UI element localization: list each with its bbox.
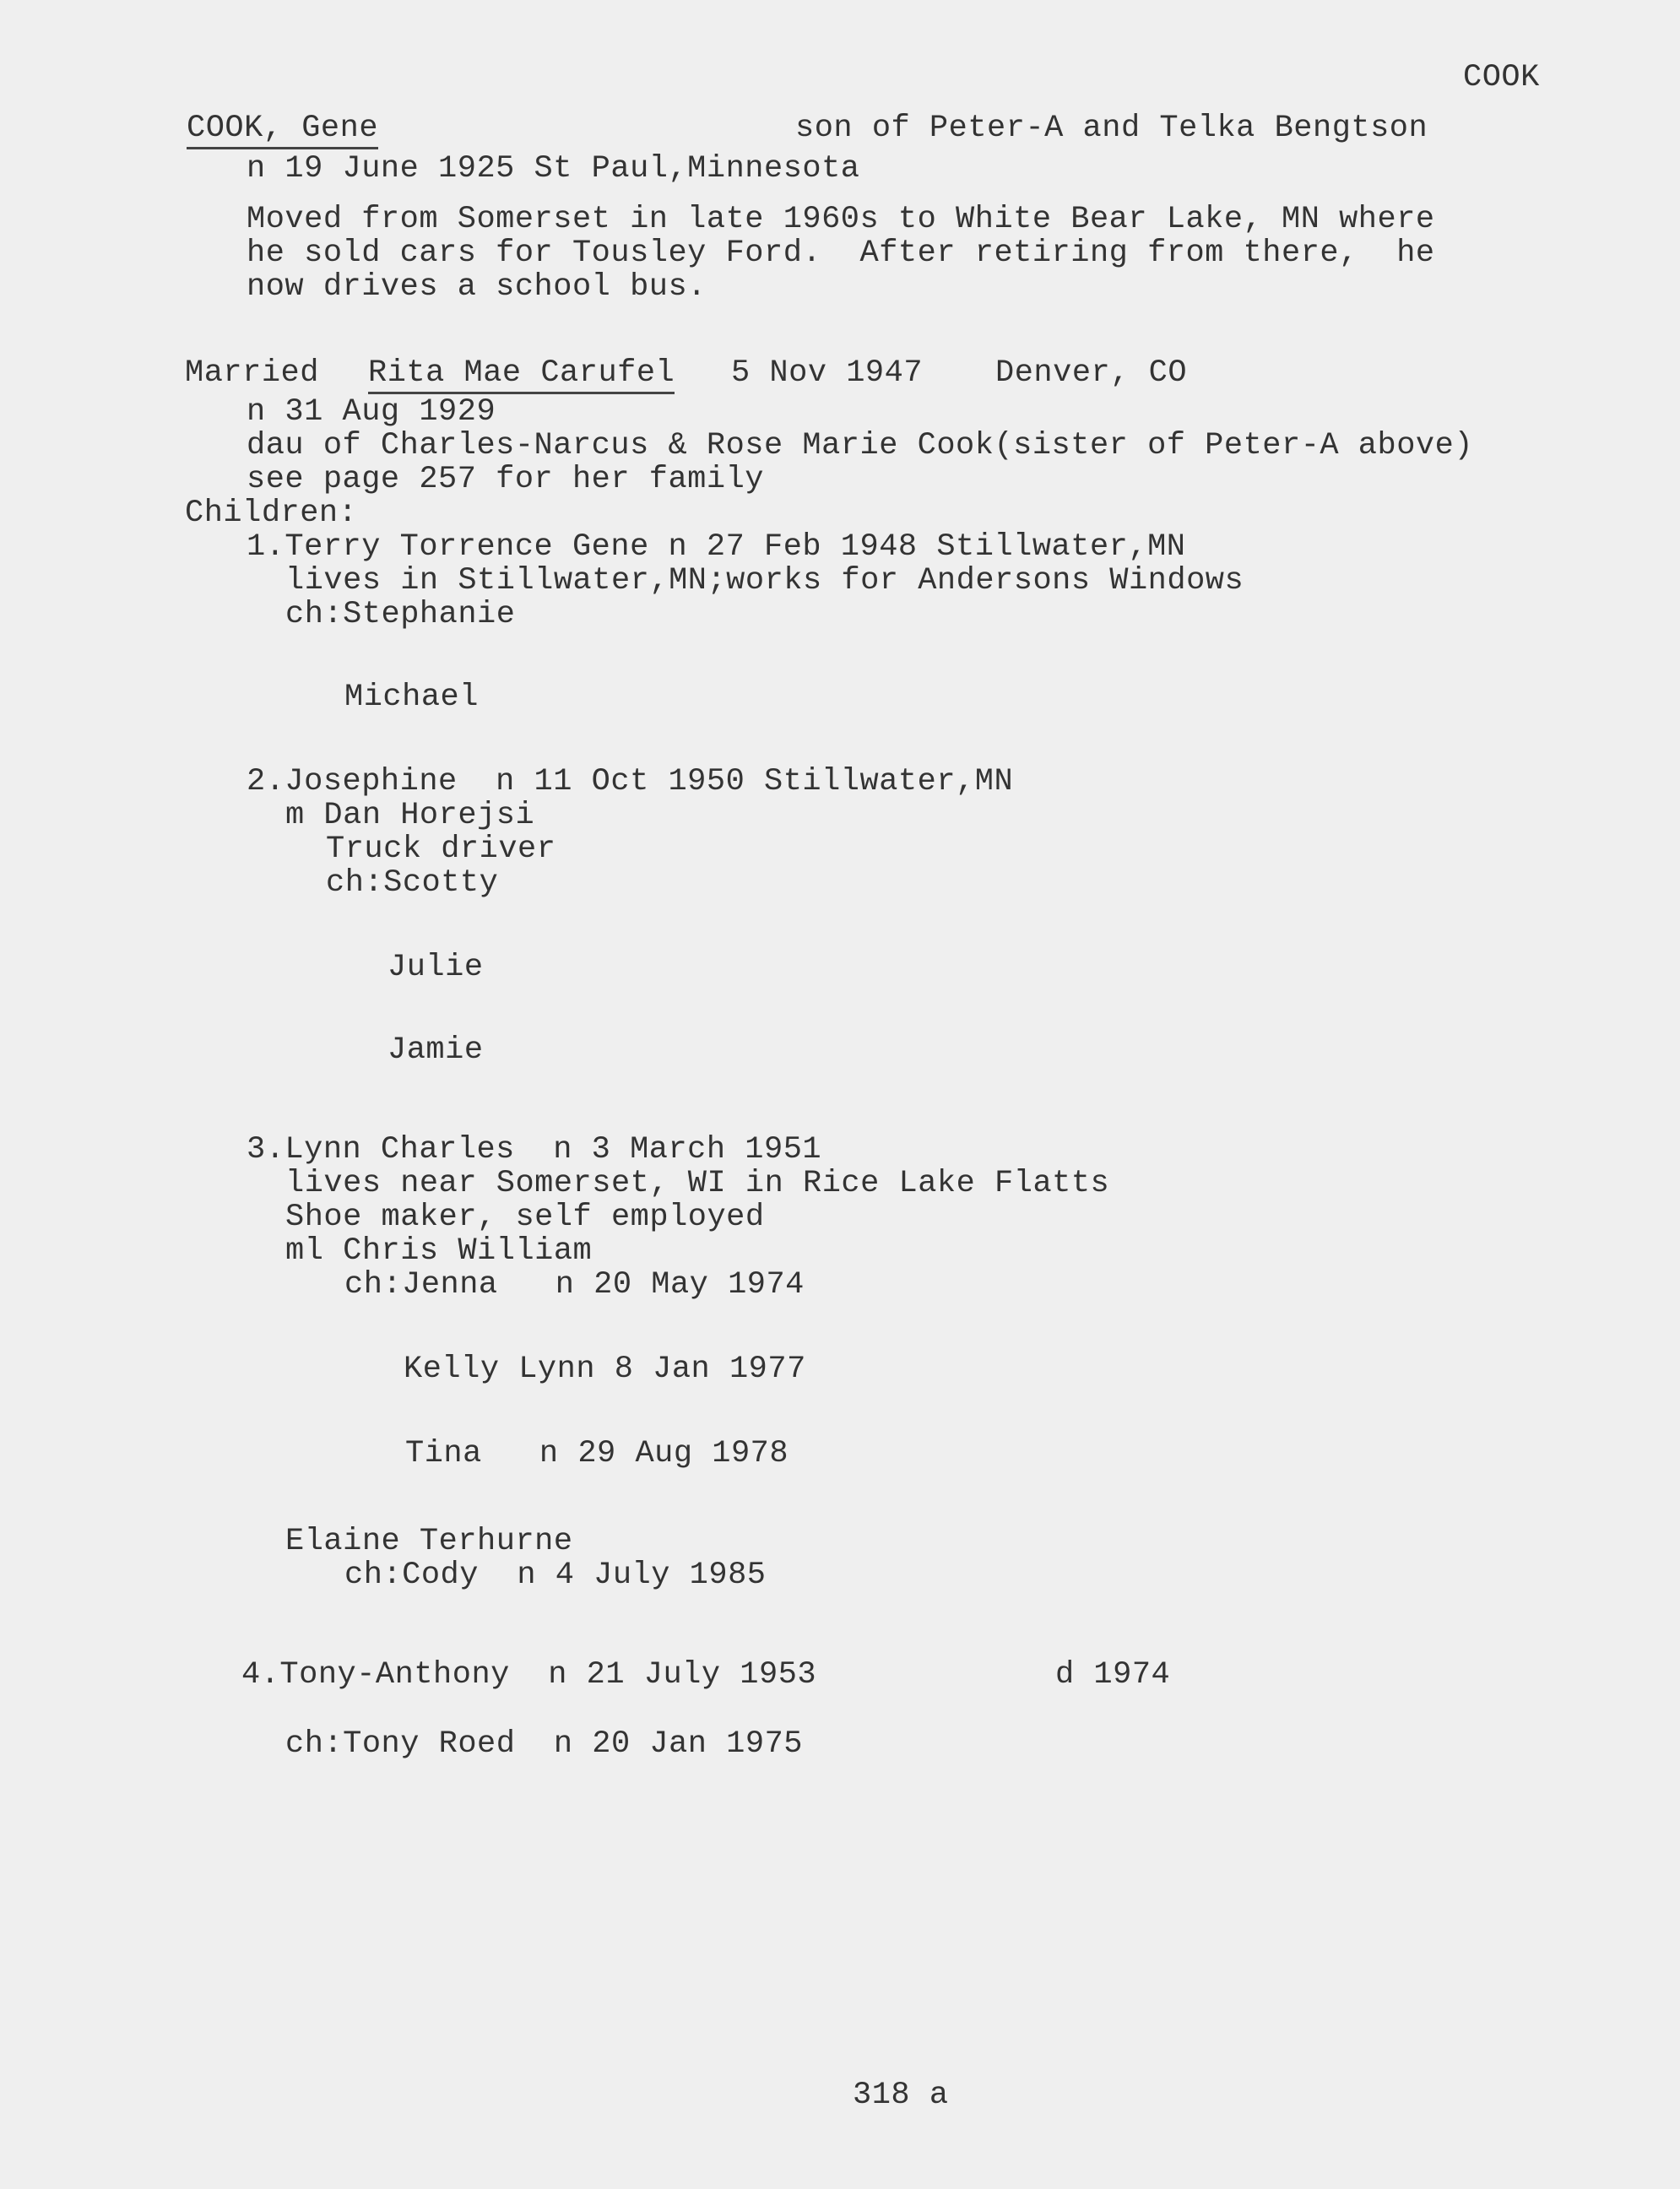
child-3-grandchild-2: Kelly Lynn 8 Jan 1977 bbox=[404, 1352, 806, 1387]
child-2-entry: 2.Josephine n 11 Oct 1950 Stillwater,MN bbox=[247, 764, 1014, 799]
child-2-grandchild-3: Jamie bbox=[387, 1032, 484, 1068]
spouse-parents: dau of Charles-Narcus & Rose Marie Cook(sister of Peter-A above) bbox=[247, 428, 1474, 463]
spouse-see-page: see page 257 for her family bbox=[247, 462, 764, 497]
subject-name: COOK, Gene bbox=[187, 113, 378, 149]
spouse-birth: n 31 Aug 1929 bbox=[247, 394, 496, 430]
child-4-death: d 1974 bbox=[1055, 1657, 1171, 1693]
subject-birth: n 19 June 1925 St Paul,Minnesota bbox=[247, 151, 860, 187]
bio-line-3: now drives a school bus. bbox=[247, 269, 707, 305]
subject-parents: son of Peter-A and Telka Bengtson bbox=[795, 111, 1428, 146]
child-3-residence: lives near Somerset, WI in Rice Lake Flatts bbox=[285, 1166, 1110, 1201]
marriage-date: 5 Nov 1947 bbox=[731, 355, 924, 391]
child-2-grandchild-1: ch:Scotty bbox=[326, 865, 499, 901]
child-3-grandchild-3: Tina n 29 Aug 1978 bbox=[405, 1436, 789, 1471]
child-1-grandchild-2: Michael bbox=[344, 680, 479, 715]
child-4-entry: 4.Tony-Anthony n 21 July 1953 bbox=[241, 1657, 817, 1693]
child-4-grandchild-1: ch:Tony Roed n 20 Jan 1975 bbox=[285, 1726, 803, 1762]
bio-line-1: Moved from Somerset in late 1960s to White Bear Lake, MN where bbox=[247, 202, 1435, 237]
marriage-place: Denver, CO bbox=[995, 355, 1188, 391]
page-number: 318 a bbox=[853, 2078, 949, 2113]
child-2-spouse: m Dan Horejsi bbox=[285, 798, 535, 833]
child-3-entry: 3.Lynn Charles n 3 March 1951 bbox=[247, 1132, 822, 1168]
child-3-spouse-2: Elaine Terhurne bbox=[285, 1524, 573, 1559]
child-1-detail: lives in Stillwater,MN;works for Andersons Windows bbox=[285, 563, 1244, 599]
child-3-grandchild-1: ch:Jenna n 20 May 1974 bbox=[344, 1267, 805, 1303]
child-3-grandchild-4: ch:Cody n 4 July 1985 bbox=[344, 1558, 767, 1593]
spouse-name: Rita Mae Carufel bbox=[368, 358, 675, 394]
children-heading: Children: bbox=[185, 496, 358, 531]
marriage-label: Married bbox=[185, 355, 319, 391]
bio-line-2: he sold cars for Tousley Ford. After retiring from there, he bbox=[247, 236, 1435, 271]
child-2-grandchild-2: Julie bbox=[387, 950, 484, 985]
child-3-occupation: Shoe maker, self employed bbox=[285, 1200, 765, 1235]
child-1-entry: 1.Terry Torrence Gene n 27 Feb 1948 Stillwater,MN bbox=[247, 529, 1186, 565]
child-1-grandchild-1: ch:Stephanie bbox=[285, 597, 516, 632]
child-3-spouse-1: ml Chris William bbox=[285, 1233, 593, 1269]
surname-header: COOK bbox=[1463, 60, 1540, 95]
child-2-occupation: Truck driver bbox=[326, 832, 556, 867]
